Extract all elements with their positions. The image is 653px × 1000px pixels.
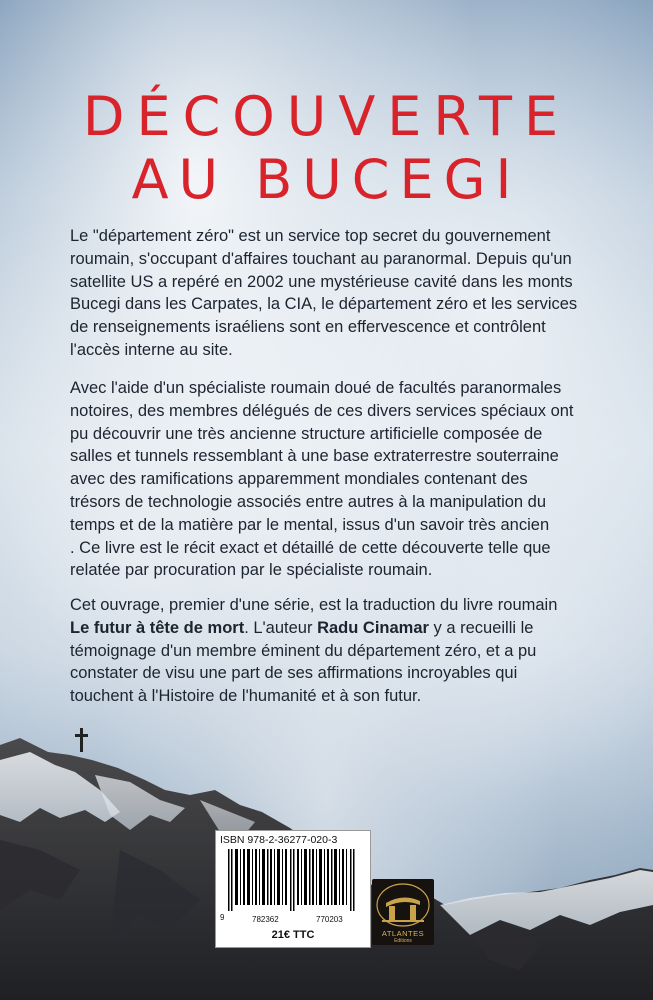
text-line: . Ce livre est le récit exact et détaillé de cette découverte telle que — [70, 538, 551, 557]
text-line: notoires, des membres délégués de ces divers services spéciaux ont — [70, 401, 574, 420]
barcode-digit-left: 9 — [220, 913, 225, 922]
publisher-sub: Editions — [394, 938, 412, 944]
text-line: trésors de technologie associés entre autres à la manipulation du — [70, 492, 547, 511]
text-line: Le "département zéro" est un service top secret du gouvernement — [70, 227, 551, 245]
text-fragment: y a recueilli le — [428, 618, 534, 637]
title-line-2: AU BUCEGI — [131, 148, 522, 211]
isbn-label: ISBN 978-2-36277-020-3 — [220, 834, 338, 846]
dolmen-icon — [372, 881, 434, 929]
text-line — [70, 617, 610, 640]
text-line: roumain, s'occupant d'affaires touchant au paranormal. Depuis qu'un — [70, 249, 572, 268]
title-line-1: DÉCOUVERTE — [82, 85, 571, 148]
paragraph-2 — [70, 377, 610, 582]
text-line: de renseignements israéliens sont en effervescence et contrôlent — [70, 318, 546, 337]
text-line: touchent à l'Histoire de l'humanité et à son futur. — [70, 687, 422, 706]
text-line: constater de visu une part de ses affirmations incroyables qui — [70, 664, 518, 683]
summit-cross — [75, 728, 88, 752]
text-line: Cet ouvrage, premier d'une série, est la traduction du livre roumain — [70, 596, 558, 614]
barcode-digits-right: 770203 — [316, 915, 343, 924]
book-title: Le futur à tête de mort — [70, 618, 245, 637]
barcode-icon — [228, 849, 358, 911]
text-line: salles et tunnels ressemblant à une base extraterrestre souterraine — [70, 447, 559, 466]
text-fragment: . L'auteur — [244, 618, 318, 637]
text-line: l'accès interne au site. — [70, 340, 233, 359]
text-line: pu découvrir une très ancienne structure artificielle composée de — [70, 424, 543, 443]
publisher-logo — [372, 879, 434, 945]
paragraph-3 — [70, 594, 610, 708]
text-line: Avec l'aide d'un spécialiste roumain doué de facultés paranormales — [70, 379, 562, 397]
price-label: 21€ TTC — [271, 929, 315, 941]
barcode-box — [215, 830, 371, 948]
text-line: temps et de la matière par le mental, issus d'un savoir très ancien — [70, 515, 550, 534]
author-name: Radu Cinamar — [317, 618, 429, 637]
text-line: satellite US a repéré en 2002 une mystérieuse cavité dans les monts — [70, 272, 573, 291]
publisher-name: ATLANTES — [381, 929, 425, 938]
text-line: témoignage d'un membre éminent du département zéro, et a pu — [70, 641, 537, 660]
text-line: Bucegi dans les Carpates, la CIA, le département zéro et les services — [70, 295, 578, 314]
text-line: relatée par procuration par le spécialiste roumain. — [70, 561, 433, 580]
text-line: avec des ramifications apparemment mondiales contenant des — [70, 470, 528, 489]
barcode-digits-mid: 782362 — [252, 915, 279, 924]
paragraph-1 — [70, 225, 610, 362]
